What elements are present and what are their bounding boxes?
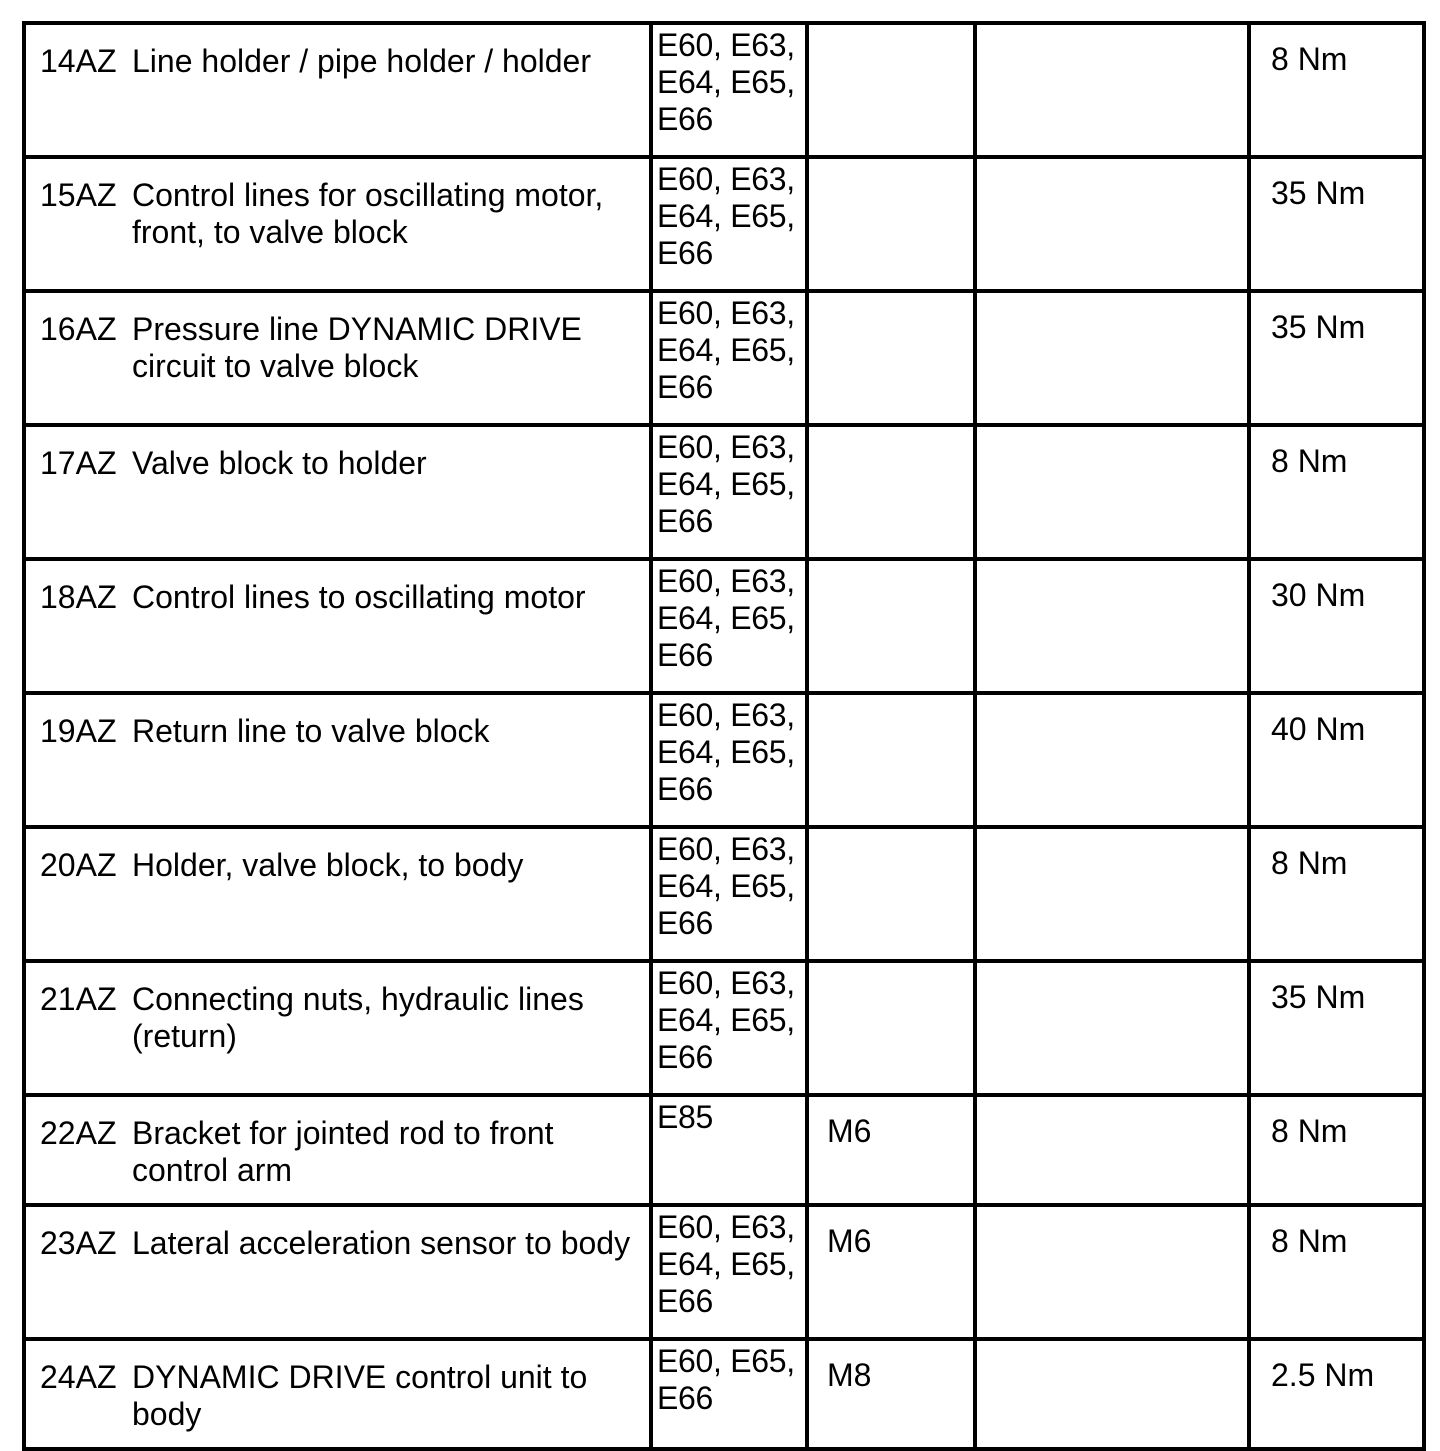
item-description: Bracket for jointed rod to front control arm bbox=[128, 1095, 651, 1205]
item-id: 14AZ bbox=[24, 23, 128, 157]
item-description: Lateral acceleration sensor to body bbox=[128, 1205, 651, 1339]
extra-spec bbox=[975, 961, 1249, 1095]
extra-spec bbox=[975, 425, 1249, 559]
item-id: 15AZ bbox=[24, 157, 128, 291]
torque-value: 8 Nm bbox=[1249, 827, 1424, 961]
torque-value: 8 Nm bbox=[1249, 1095, 1424, 1205]
thread-size: M6 bbox=[807, 1205, 975, 1339]
model-list: E60, E63, E64, E65, E66 bbox=[651, 1205, 807, 1339]
model-list: E60, E63, E64, E65, E66 bbox=[651, 291, 807, 425]
table-row bbox=[24, 961, 1424, 1095]
thread-size bbox=[807, 827, 975, 961]
item-description: Valve block to holder bbox=[128, 425, 651, 559]
extra-spec bbox=[975, 693, 1249, 827]
item-id: 16AZ bbox=[24, 291, 128, 425]
item-id: 22AZ bbox=[24, 1095, 128, 1205]
thread-size bbox=[807, 425, 975, 559]
table-row bbox=[24, 291, 1424, 425]
item-id: 20AZ bbox=[24, 827, 128, 961]
extra-spec bbox=[975, 23, 1249, 157]
extra-spec bbox=[975, 157, 1249, 291]
torque-value: 40 Nm bbox=[1249, 693, 1424, 827]
thread-size bbox=[807, 693, 975, 827]
table-row bbox=[24, 425, 1424, 559]
item-description: Control lines for oscillating motor, front, to valve block bbox=[128, 157, 651, 291]
torque-value: 8 Nm bbox=[1249, 23, 1424, 157]
table-row bbox=[24, 1339, 1424, 1449]
model-list: E60, E65, E66 bbox=[651, 1339, 807, 1449]
thread-size bbox=[807, 559, 975, 693]
table-row bbox=[24, 827, 1424, 961]
table-row bbox=[24, 693, 1424, 827]
torque-value: 35 Nm bbox=[1249, 961, 1424, 1095]
item-description: Control lines to oscillating motor bbox=[128, 559, 651, 693]
extra-spec bbox=[975, 291, 1249, 425]
thread-size bbox=[807, 961, 975, 1095]
table-row bbox=[24, 23, 1424, 157]
torque-value: 8 Nm bbox=[1249, 1205, 1424, 1339]
model-list: E85 bbox=[651, 1095, 807, 1205]
torque-value: 2.5 Nm bbox=[1249, 1339, 1424, 1449]
extra-spec bbox=[975, 559, 1249, 693]
item-description: Holder, valve block, to body bbox=[128, 827, 651, 961]
table-row bbox=[24, 1205, 1424, 1339]
torque-value: 35 Nm bbox=[1249, 291, 1424, 425]
model-list: E60, E63, E64, E65, E66 bbox=[651, 157, 807, 291]
model-list: E60, E63, E64, E65, E66 bbox=[651, 961, 807, 1095]
item-id: 24AZ bbox=[24, 1339, 128, 1449]
item-description: Return line to valve block bbox=[128, 693, 651, 827]
item-id: 19AZ bbox=[24, 693, 128, 827]
item-id: 23AZ bbox=[24, 1205, 128, 1339]
torque-spec-table bbox=[22, 21, 1426, 1451]
model-list: E60, E63, E64, E65, E66 bbox=[651, 425, 807, 559]
extra-spec bbox=[975, 1339, 1249, 1449]
table-row bbox=[24, 559, 1424, 693]
table-row bbox=[24, 157, 1424, 291]
item-description: Connecting nuts, hydraulic lines (return) bbox=[128, 961, 651, 1095]
item-description: Line holder / pipe holder / holder bbox=[128, 23, 651, 157]
model-list: E60, E63, E64, E65, E66 bbox=[651, 23, 807, 157]
item-description: Pressure line DYNAMIC DRIVE circuit to valve block bbox=[128, 291, 651, 425]
extra-spec bbox=[975, 1095, 1249, 1205]
item-id: 21AZ bbox=[24, 961, 128, 1095]
model-list: E60, E63, E64, E65, E66 bbox=[651, 827, 807, 961]
thread-size bbox=[807, 291, 975, 425]
thread-size bbox=[807, 23, 975, 157]
table-row bbox=[24, 1095, 1424, 1205]
thread-size: M8 bbox=[807, 1339, 975, 1449]
thread-size bbox=[807, 157, 975, 291]
torque-value: 30 Nm bbox=[1249, 559, 1424, 693]
item-id: 17AZ bbox=[24, 425, 128, 559]
item-id: 18AZ bbox=[24, 559, 128, 693]
thread-size: M6 bbox=[807, 1095, 975, 1205]
item-description: DYNAMIC DRIVE control unit to body bbox=[128, 1339, 651, 1449]
torque-value: 35 Nm bbox=[1249, 157, 1424, 291]
extra-spec bbox=[975, 827, 1249, 961]
model-list: E60, E63, E64, E65, E66 bbox=[651, 559, 807, 693]
extra-spec bbox=[975, 1205, 1249, 1339]
torque-value: 8 Nm bbox=[1249, 425, 1424, 559]
model-list: E60, E63, E64, E65, E66 bbox=[651, 693, 807, 827]
